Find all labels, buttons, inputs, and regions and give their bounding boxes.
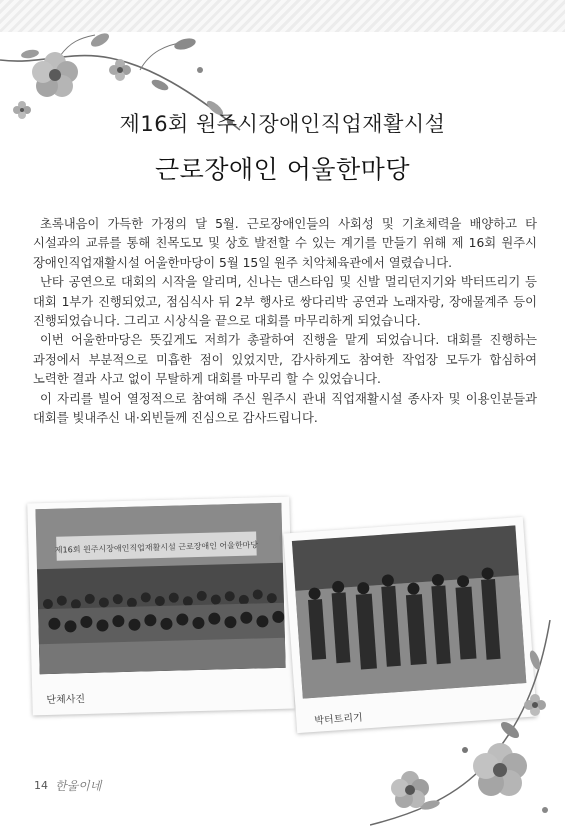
article-paragraph: 난타 공연으로 대회의 시작을 알리며, 신나는 댄스타임 및 신발 멀리던지기와 박터뜨리기 등 대회 1부가 진행되었고, 점심식사 뒤 2부 행사로 쌍다리박 공연과 노래자랑, 장애물계주 등이 진행되었습니다. 그리고 시상식을 끝으로 대회를 마무리하게 되었습니다. [33, 275, 537, 329]
group-photo [35, 503, 285, 674]
article-body [33, 215, 537, 428]
article-paragraph: 초록내음이 가득한 가정의 달 5월. 근로장애인들의 사회성 및 기초체력을 배양하고 타 시설과의 교류를 통해 친목도모 및 상호 발전할 수 있는 계기를 만들기 위해 제 16회 원주시 장애인직업재활시설 어울한마당이 5월 15일 원주 치악체육관에서 열렸습니다. [33, 217, 537, 270]
top-pattern-band [0, 0, 565, 32]
page-title: 제16회 원주시장애인직업재활시설 [119, 112, 446, 136]
flower-decoration-bottom [370, 620, 565, 830]
page-number: 14 [34, 779, 48, 792]
flower-icon [473, 743, 527, 796]
group-photo-card [27, 497, 294, 716]
flower-icon [391, 771, 429, 808]
magazine-logo: 한울이네 [55, 779, 102, 793]
page-subtitle: 근로장애인 어울한마당 [155, 155, 410, 184]
article-paragraph: 이 자리를 빌어 열정적으로 참여해 주신 원주시 관내 직업재활시설 종사자 및 이용인분들과 대회를 빛내주신 내·외빈들께 진심으로 감사드립니다. [33, 391, 537, 426]
flower-icon [524, 694, 546, 716]
group-photo-caption: 단체사진 [46, 694, 86, 707]
article-paragraph: 이번 어울한마당은 뜻깊게도 저희가 총괄하여 진행을 맡게 되었습니다. 대회를 진행하는 과정에서 부분적으로 미흡한 점이 있었지만, 감사하게도 참여한 작업장 모두가 합심하여 노력한 결과 사고 없이 무탈하게 대회를 마무리 할 수 있었습니다. [33, 333, 537, 387]
game-photo-caption: 박터트리기 [314, 712, 364, 727]
photo-banner-text: 제16회 원주시장애인직업재활시설 근로장애인 어울한마당 [54, 540, 259, 555]
flower-icon [32, 52, 78, 97]
